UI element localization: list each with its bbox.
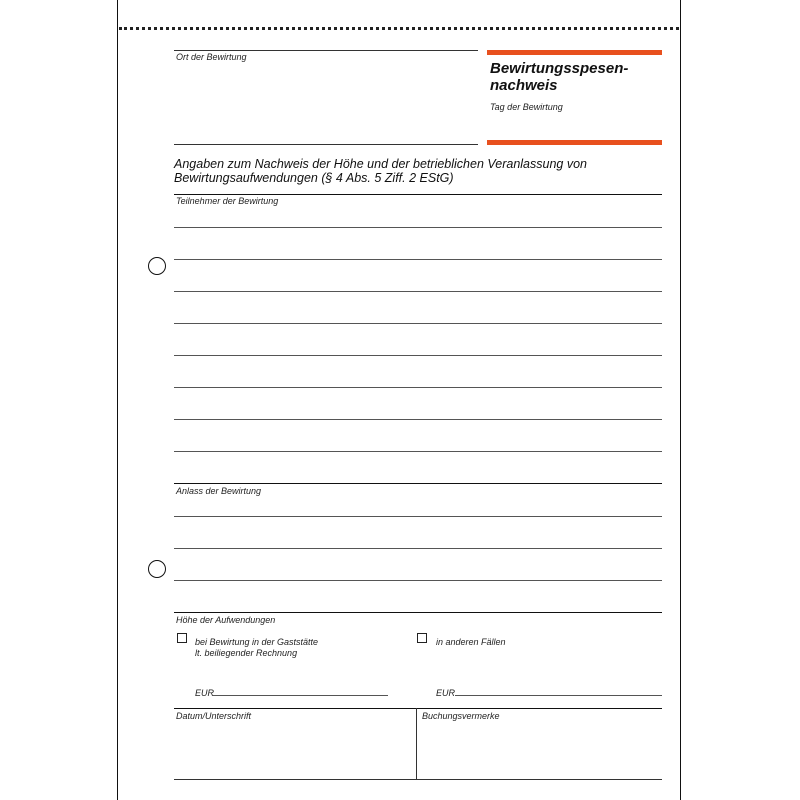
teilnehmer-line-7[interactable] <box>174 419 662 420</box>
ort-label: Ort der Bewirtung <box>176 52 247 62</box>
intro-line2: Bewirtungsaufwendungen (§ 4 Abs. 5 Ziff. 2 EStG) <box>174 171 454 185</box>
tag-field-bar[interactable] <box>487 140 662 145</box>
bottom-top-rule <box>174 708 662 709</box>
option-gaststaette-line2: lt. beiliegender Rechnung <box>195 648 298 658</box>
option-andere-text: in anderen Fällen <box>436 637 506 647</box>
form-title <box>490 60 628 94</box>
perforation-line <box>119 27 679 30</box>
hoehe-top-rule <box>174 612 662 613</box>
teilnehmer-line-4[interactable] <box>174 323 662 324</box>
teilnehmer-top-rule <box>174 194 662 195</box>
checkbox-gaststaette[interactable] <box>177 633 187 643</box>
eur-field-2[interactable] <box>455 695 662 696</box>
anlass-label: Anlass der Bewirtung <box>176 486 262 496</box>
ort-top-rule <box>174 50 478 51</box>
eur-label-2: EUR <box>436 688 456 698</box>
intro-text <box>174 157 587 185</box>
teilnehmer-line-6[interactable] <box>174 387 662 388</box>
buchung-field[interactable] <box>416 779 662 780</box>
anlass-line-3[interactable] <box>174 580 662 581</box>
form-title-line1: Bewirtungsspesen- <box>490 60 629 77</box>
tag-label: Tag der Bewirtung <box>490 102 563 112</box>
signature-field[interactable] <box>174 779 416 780</box>
option-gaststaette-text <box>195 637 318 659</box>
title-top-bar <box>487 50 662 55</box>
teilnehmer-label: Teilnehmer der Bewirtung <box>176 196 279 206</box>
intro-line1: Angaben zum Nachweis der Höhe und der betrieblichen Veranlassung von <box>174 157 587 171</box>
option-gaststaette-line1: bei Bewirtung in der Gaststätte <box>195 637 319 647</box>
teilnehmer-line-3[interactable] <box>174 291 662 292</box>
checkbox-andere[interactable] <box>417 633 427 643</box>
form-title-line2: nachweis <box>490 77 558 94</box>
eur-field-1[interactable] <box>213 695 388 696</box>
anlass-line-2[interactable] <box>174 548 662 549</box>
teilnehmer-line-1[interactable] <box>174 227 662 228</box>
hoehe-label: Höhe der Aufwendungen <box>176 615 276 625</box>
teilnehmer-line-8[interactable] <box>174 451 662 452</box>
teilnehmer-line-5[interactable] <box>174 355 662 356</box>
buchung-label: Buchungsvermerke <box>422 711 500 721</box>
bottom-divider <box>416 708 417 780</box>
ort-field[interactable] <box>174 144 478 145</box>
eur-label-1: EUR <box>195 688 215 698</box>
datum-label: Datum/Unterschrift <box>176 711 252 721</box>
anlass-top-rule <box>174 483 662 484</box>
punch-hole-bottom <box>148 560 166 578</box>
punch-hole-top <box>148 257 166 275</box>
teilnehmer-line-2[interactable] <box>174 259 662 260</box>
anlass-line-1[interactable] <box>174 516 662 517</box>
form-sheet <box>117 0 681 800</box>
